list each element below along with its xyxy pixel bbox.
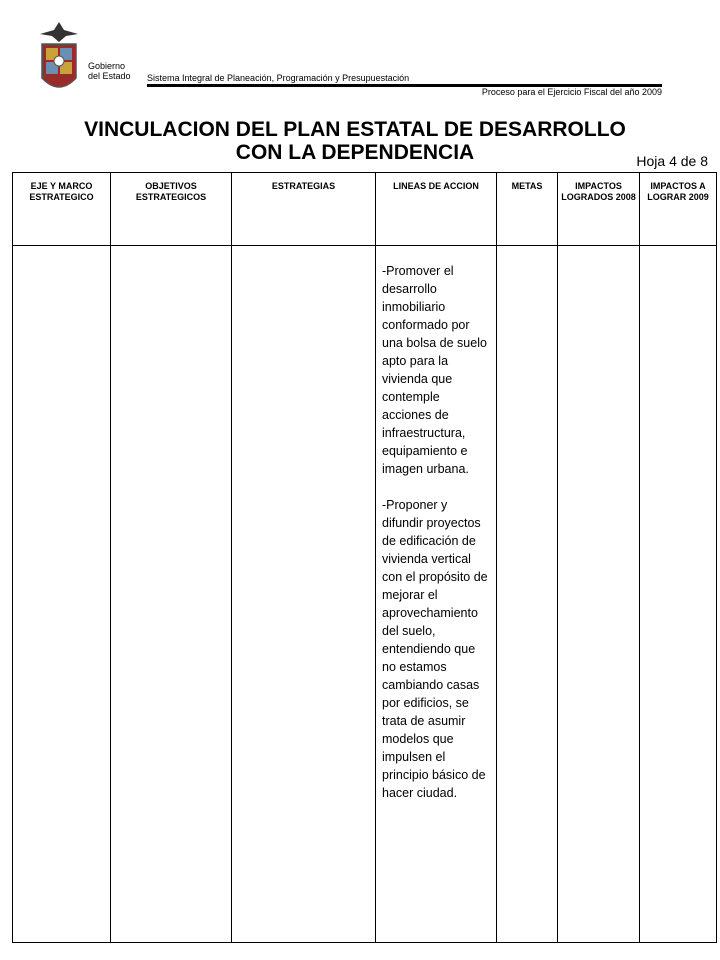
column-header: IMPACTOS LOGRADOS 2008 xyxy=(558,173,640,246)
process-label: Proceso para el Ejercicio Fiscal del año 2009 xyxy=(481,87,662,97)
column-header: OBJETIVOS ESTRATEGICOS xyxy=(111,173,232,246)
accion-item: -Proponer y difundir proyectos de edificación de vivienda vertical con el propósito de mejorar el aprovechamiento del suelo, entendiendo que no estamos cambiando casas por edificios, se trata de asumir modelos que impulsen el principio básico de hacer ciudad. xyxy=(382,498,488,800)
system-name: Sistema Integral de Planeación, Programación y Presupuestación xyxy=(147,73,410,83)
column-header: EJE Y MARCO ESTRATEGICO xyxy=(13,173,111,246)
impactos-logrados-cell xyxy=(558,246,640,943)
page-number: Hoja 4 de 8 xyxy=(636,153,708,169)
eje-cell xyxy=(13,246,111,943)
column-header: METAS xyxy=(497,173,558,246)
table-header-row xyxy=(13,173,717,246)
gobierno-label: Gobierno del Estado xyxy=(88,61,131,81)
table-row xyxy=(13,246,717,943)
page-title-line2: CON LA DEPENDENCIA xyxy=(235,141,475,164)
accion-item: -Promover el desarrollo inmobiliario conformado por una bolsa de suelo apto para la vivienda que contemple acciones de infraestructura, equipamiento e imagen urbana. xyxy=(382,264,487,476)
column-header: IMPACTOS A LOGRAR 2009 xyxy=(640,173,717,246)
state-seal-logo xyxy=(36,20,82,96)
page-title-line1: VINCULACION DEL PLAN ESTATAL DE DESARROLLO xyxy=(84,118,626,141)
lineas-de-accion-cell xyxy=(376,246,497,943)
objetivos-cell xyxy=(111,246,232,943)
impactos-lograr-cell xyxy=(640,246,717,943)
column-header: ESTRATEGIAS xyxy=(232,173,376,246)
vinculacion-table xyxy=(12,172,717,943)
estrategias-cell xyxy=(232,246,376,943)
column-header: LINEAS DE ACCION xyxy=(376,173,497,246)
metas-cell xyxy=(497,246,558,943)
